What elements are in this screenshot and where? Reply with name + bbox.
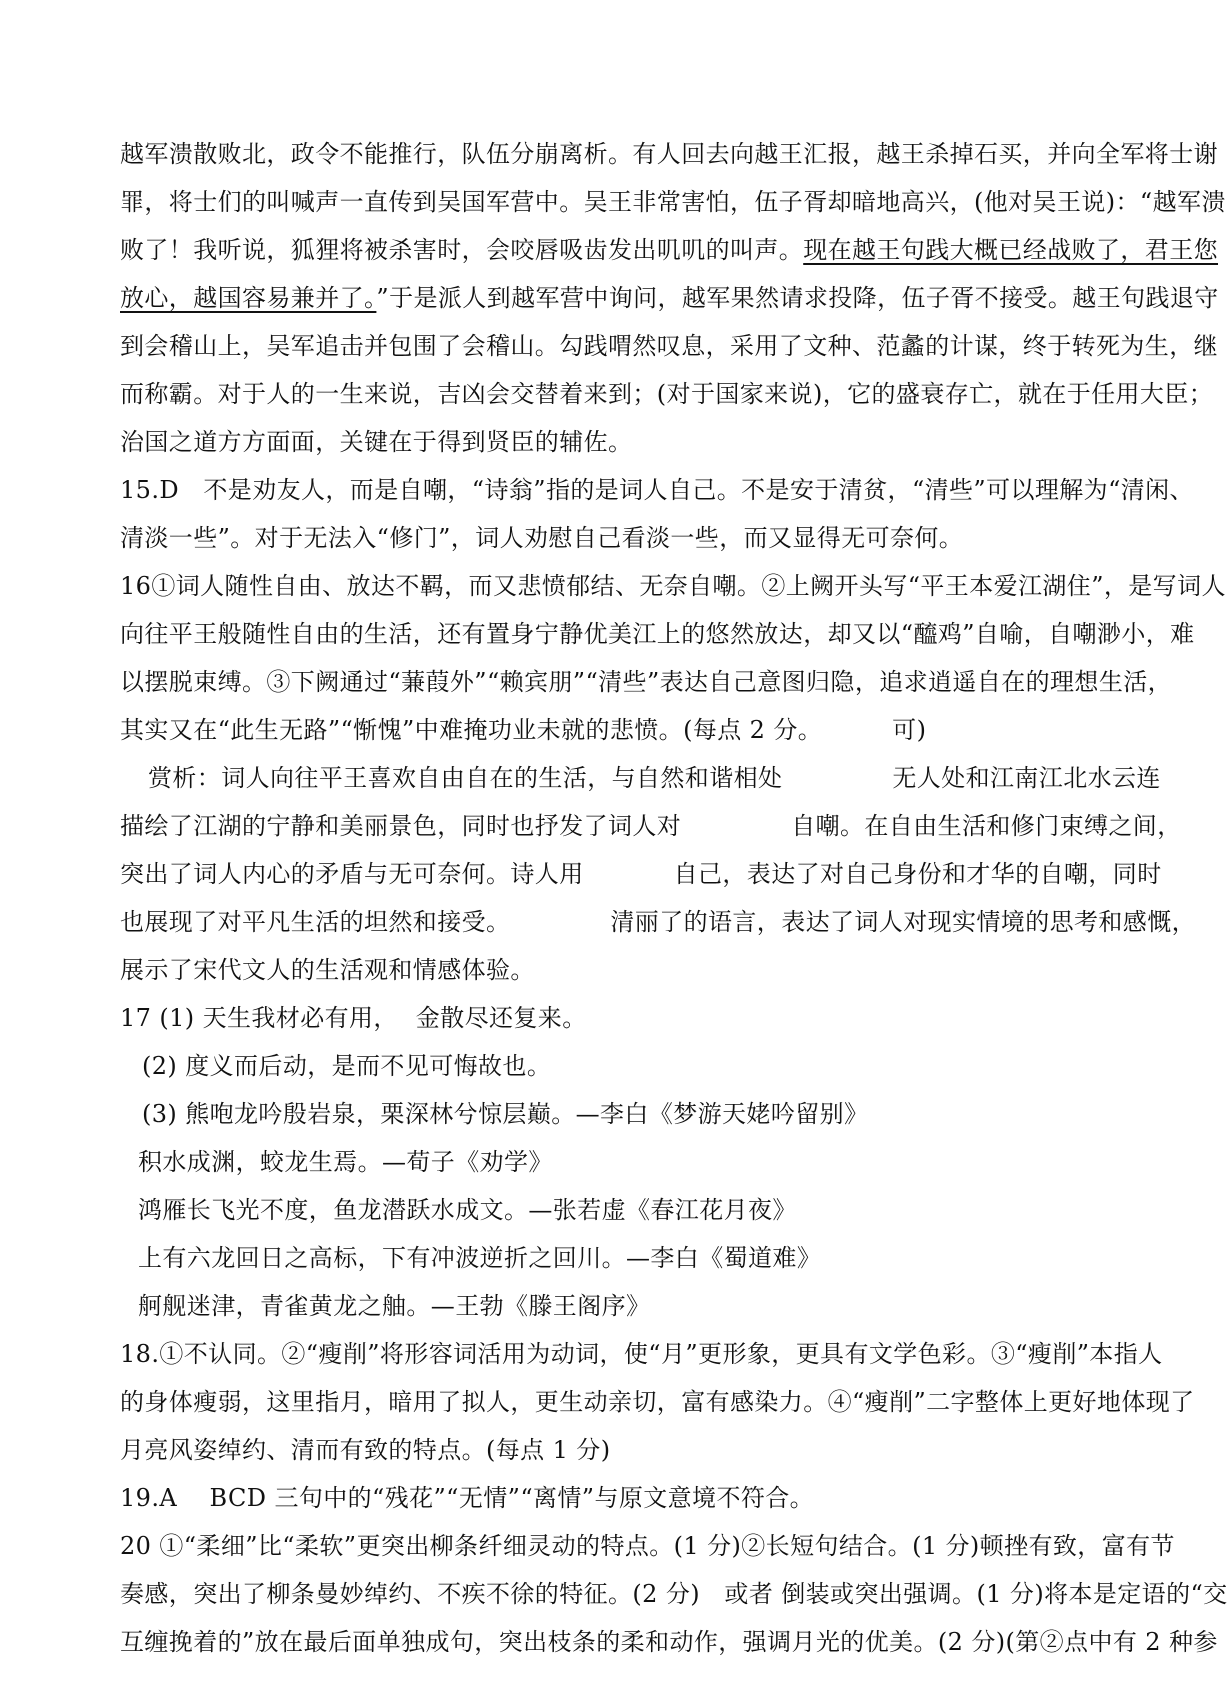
text-line: 奏感，突出了柳条曼妙绰约、不疾不徐的特征。(2 分) 或者 倒装或突出强调。(1 分)将本是定语的“交 <box>120 1580 1228 1608</box>
text-line: 展示了宋代文人的生活观和情感体验。 <box>120 956 535 984</box>
text-line <box>120 226 1219 274</box>
text-span: 赏析：词人向往平王喜欢自由自在的生活，与自然和谐相处 <box>148 764 783 792</box>
text-span: 败了！我听说，狐狸将被杀害时，会咬唇吸齿发出叽叽的叫声。 <box>120 236 804 264</box>
text-line <box>120 994 1080 1042</box>
text-span: 自己，表达了对自己身份和才华的自嘲，同时 <box>673 860 1162 888</box>
text-line: 18.①不认同。②“瘦削”将形容词活用为动词，使“月”更形象，更具有文学色彩。③“瘦削”本指人 <box>120 1340 1163 1368</box>
text-line: 治国之道方方面面，关键在于得到贤臣的辅佐。 <box>120 428 633 456</box>
text-line <box>120 898 1197 946</box>
text-line: 而称霸。对于人的一生来说，吉凶会交替着来到；(对于国家来说)，它的盛衰存亡，就在于任用大臣； <box>120 380 1214 408</box>
text-line: 越军溃散败北，政令不能推行，队伍分崩离析。有人回去向越王汇报，越王杀掉石买，并向全军将士谢 <box>120 140 1218 168</box>
text-span: 无人处和江南江北水云连 <box>892 764 1161 792</box>
text-span: 突出了词人内心的矛盾与无可奈何。诗人用 <box>120 860 584 888</box>
text-span: ”于是派人到越军营中询问，越军果然请求投降，伍子胥不接受。越王句践退守 <box>376 284 1219 312</box>
text-line: 的身体瘦弱，这里指月，暗用了拟人，更生动亲切，富有感染力。④“瘦削”二字整体上更好地体现了 <box>120 1388 1195 1416</box>
text-line: 月亮风姿绰约、清而有致的特点。(每点 1 分) <box>120 1436 611 1464</box>
text-line: 以摆脱束缚。③下阙通过“蒹葭外”“赖宾朋”“清些”表达自己意图归隐，追求逍遥自在的理想生活， <box>120 668 1173 696</box>
text-line: 16①词人随性自由、放达不羁，而又悲愤郁结、无奈自嘲。②上阙开头写“平王本爱江湖住”，是写词人 <box>120 572 1226 600</box>
text-line: (3) 熊咆龙吟殷岩泉，栗深林兮惊层巅。—李白《梦游天姥吟留别》 <box>142 1100 869 1128</box>
text-line: 19.A BCD 三句中的“残花”“无情”“离情”与原文意境不符合。 <box>120 1484 815 1512</box>
text-line: 20 ①“柔细”比“柔软”更突出柳条纤细灵动的特点。(1 分)②长短句结合。(1 分)顿挫有致，富有节 <box>120 1532 1175 1560</box>
text-line: 清淡一些”。对于无法入“修门”，词人劝慰自己看淡一些，而又显得无可奈何。 <box>120 524 964 552</box>
text-span: 其实又在“此生无路”“惭愧”中难掩功业未就的悲愤。(每点 2 分。 <box>120 716 823 744</box>
answer-16 <box>120 562 1226 754</box>
translation-section <box>120 130 1226 466</box>
text-line: 互缠挽着的”放在最后面单独成句，突出枝条的柔和动作，强调月光的优美。(2 分)(第②点中有 2 种参 <box>120 1628 1218 1656</box>
text-line <box>120 1042 1080 1090</box>
text-span: 清丽了的语言，表达了词人对现实情境的思考和感慨， <box>610 908 1197 936</box>
text-span: 17 (1) 天生我材必有用， <box>120 1004 398 1032</box>
text-line: 15.D 不是劝友人，而是自嘲，“诗翁”指的是词人自己。不是安于清贫，“清些”可以理解为“清闲、 <box>120 476 1194 504</box>
text-line <box>120 850 1162 898</box>
text-line: 向往平王般随性自由的生活，还有置身宁静优美江上的悠然放达，却又以“醯鸡”自喻，自嘲渺小，难 <box>120 620 1195 648</box>
text-line: 罪，将士们的叫喊声一直传到吴国军营中。吴王非常害怕，伍子胥却暗地高兴，(他对吴王说)：“越军溃 <box>120 188 1226 216</box>
text-line <box>120 802 1182 850</box>
text-span: 自嘲。在自由生活和修门束缚之间， <box>791 812 1182 840</box>
answer-18 <box>120 1330 1195 1474</box>
text-span: 也展现了对平凡生活的坦然和接受。 <box>120 908 511 936</box>
text-line <box>120 754 1161 802</box>
text-span: (2) 度义而后动， <box>142 1052 332 1080</box>
text-line <box>120 274 1219 322</box>
text-line: 积水成渊，蛟龙生焉。—荀子《劝学》 <box>138 1148 553 1176</box>
answer-17 <box>120 994 1080 1330</box>
answer-19 <box>120 1474 1080 1522</box>
text-span: 金散尽还复来。 <box>415 1004 587 1032</box>
underlined-text: 放心，越国容易兼并了。 <box>120 284 377 312</box>
underlined-text: 现在越王句践大概已经战败了，君王您 <box>803 236 1219 264</box>
text-span: 是而不见可悔故也。 <box>331 1052 552 1080</box>
text-line: 舸舰迷津，青雀黄龙之舳。—王勃《滕王阁序》 <box>138 1292 651 1320</box>
text-span: 描绘了江湖的宁静和美丽景色，同时也抒发了词人对 <box>120 812 682 840</box>
text-line <box>120 706 1080 754</box>
appreciation-paragraph <box>120 754 1197 994</box>
answer-15 <box>120 466 1194 562</box>
text-line: 到会稽山上，吴军追击并包围了会稽山。勾践喟然叹息，采用了文种、范蠡的计谋，终于转死为生，继 <box>120 332 1218 360</box>
text-line: 上有六龙回日之高标，下有冲波逆折之回川。—李白《蜀道难》 <box>138 1244 822 1272</box>
text-span: 可) <box>892 716 927 744</box>
answer-20 <box>120 1522 1228 1666</box>
text-line: 鸿雁长飞光不度，鱼龙潜跃水成文。—张若虚《春江花月夜》 <box>138 1196 797 1224</box>
